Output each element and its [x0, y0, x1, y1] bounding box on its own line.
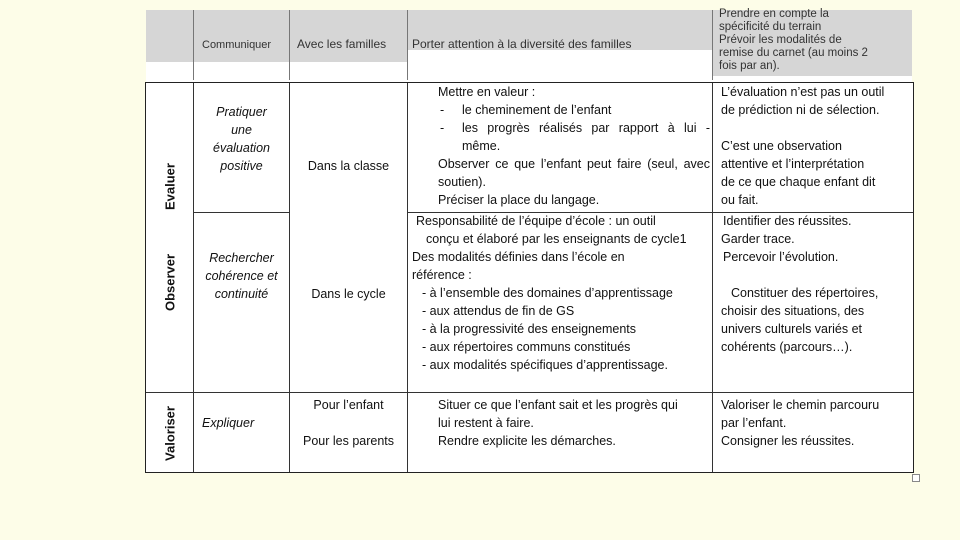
r2-dans-le-cycle: Dans le cycle: [311, 287, 386, 301]
r1-evaluation-outil: L’évaluation n’est pas un outil de prédiction ni de sélection. C’est une observation attentive et l’interprétation de ce que chaque enfant dit ou fait.: [721, 85, 885, 207]
resize-handle[interactable]: [912, 474, 920, 482]
header-strip: [146, 10, 912, 82]
r3-situer: Situer ce que l’enfant sait et les progrès qui lui restent à faire. Rendre explicite les démarches.: [438, 398, 678, 448]
header-cell-familles: [290, 10, 408, 80]
r3-pour-enfant-parents: Pour l’enfant Pour les parents: [302, 398, 395, 448]
label-valoriser: Valoriser: [162, 406, 178, 461]
header-cell-communiquer: [194, 10, 290, 80]
r3-valoriser-chemin: Valoriser le chemin parcouru par l’enfant. Consigner les réussites.: [721, 398, 880, 448]
r1-mettre-en-valeur: Mettre en valeur : - le cheminement de l’enfant - les progrès réalisés par rapport à lui - même. Observer ce que l’enfant peut faire (seul, avec soutien). Préciser la place du langage.: [438, 83, 710, 209]
label-evaluer: Evaluer: [162, 163, 178, 210]
label-observer: Observer: [162, 253, 178, 312]
r2-identifier: Identifier des réussites. Garder trace. Percevoir l’évolution. Constituer des répertoires, choisir des situations, des univers culturels variés et cohérents (parcours…).: [721, 214, 879, 354]
r3-expliquer: Expliquer: [202, 416, 255, 430]
header-specificite: Prendre en compte la spécificité du terrain Prévoir les modalités de remise du carnet (au moins 2 fois par an).: [719, 8, 868, 72]
header-familles: Avec les familles: [297, 37, 387, 51]
header-diversite: Porter attention à la diversité des familles: [412, 37, 632, 51]
header-cell-diversite: [408, 10, 713, 80]
header-cell-0: [146, 10, 194, 80]
header-communiquer: Communiquer: [202, 39, 272, 51]
r1-dans-la-classe: Dans la classe: [307, 159, 390, 173]
r2-responsabilite: Responsabilité de l’équipe d’école : un outil conçu et élaboré par les enseignants de cycle1 Des modalités définies dans l’école en référence : - à l’ensemble des domaines d’apprentissage - aux attendus de fin de GS - à la progressivité des enseignements - aux répertoires communs constitués - aux modalités spécifiques d’apprentissage.: [412, 214, 687, 372]
header-cell-specificite: [713, 10, 912, 80]
r2-rechercher: Rechercher cohérence et continuité: [205, 251, 278, 301]
evaluation-table: [145, 82, 914, 473]
r1-pratiquer: Pratiquer une évaluation positive: [213, 105, 270, 173]
